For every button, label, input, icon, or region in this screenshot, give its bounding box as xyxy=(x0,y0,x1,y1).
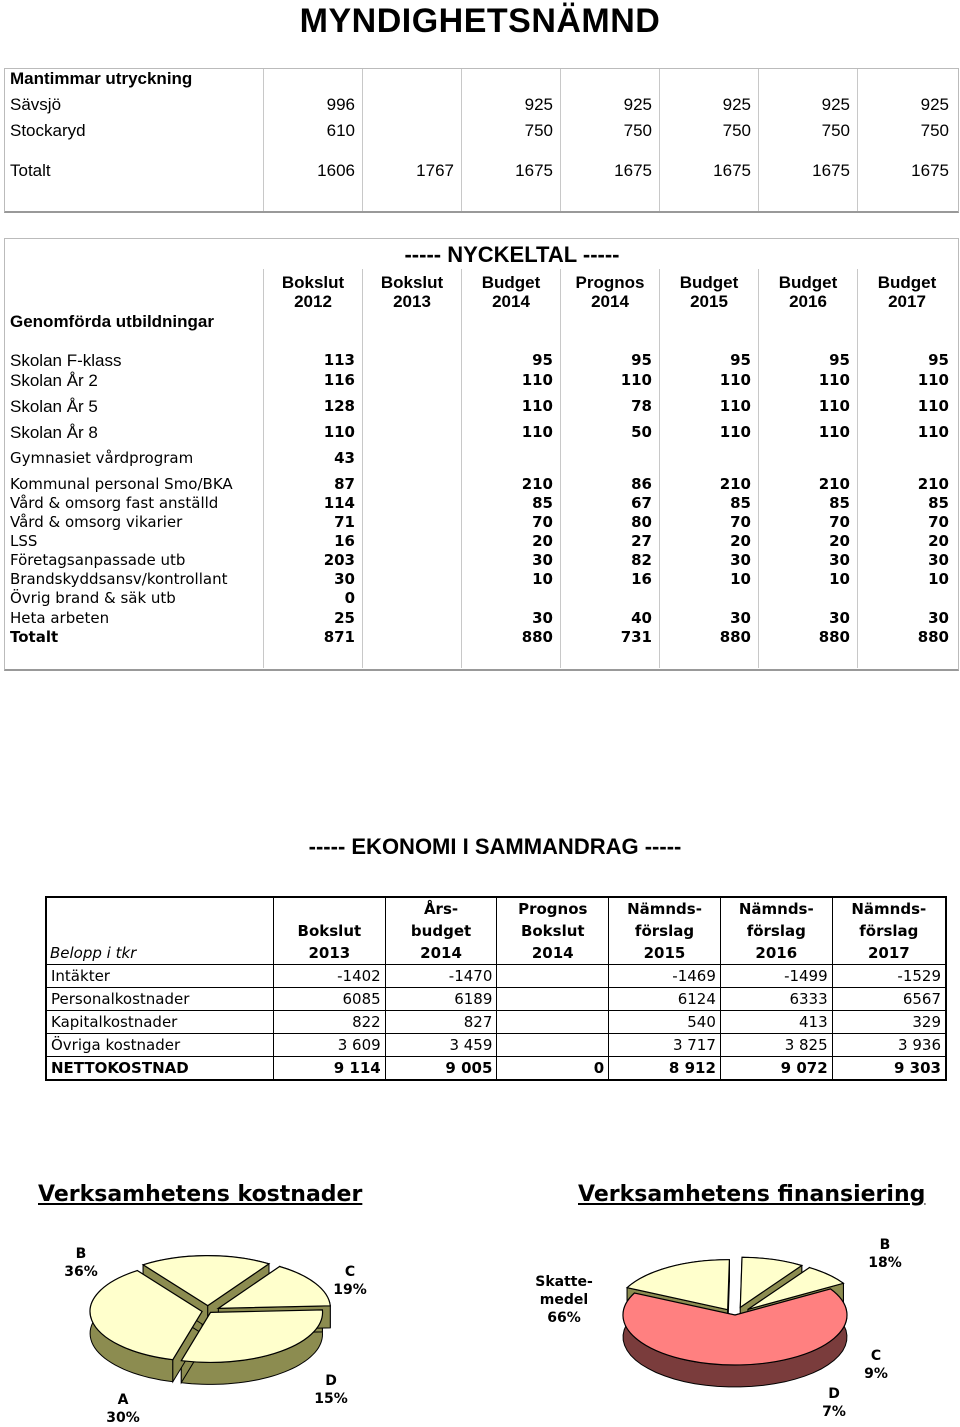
cost-chart-title: Verksamhetens kostnader xyxy=(38,1182,363,1207)
table-row: Personalkostnader 6085 6189 6124 6333 6567 xyxy=(46,988,946,1011)
pie-label-fin-c: C 9% xyxy=(864,1348,888,1382)
table-row: Vård & omsorg vikarier 71 70 80 70 70 70 xyxy=(10,513,949,531)
table-row: Företagsanpassade utb 203 30 82 30 30 30 xyxy=(10,551,949,569)
page-title: MYNDIGHETSNÄMND xyxy=(299,2,661,40)
pie-label-skattemedel: Skatte- medel 66% xyxy=(535,1274,593,1326)
pie-label-fin-d: D 7% xyxy=(822,1386,846,1420)
finance-chart-title: Verksamhetens finansiering xyxy=(578,1182,926,1207)
ekonomi-table xyxy=(45,896,947,1081)
table-row: Skolan År 5 128 110 78 110 110 110 xyxy=(10,397,949,416)
table-row: Kommunal personal Smo/BKA 87 210 86 210 210 210 xyxy=(10,475,949,493)
table-row-total: NETTOKOSTNAD 9 114 9 005 0 8 912 9 072 9 303 xyxy=(46,1057,946,1081)
pie-label-fin-b: B 18% xyxy=(868,1237,902,1271)
pie-label-c: C 19% xyxy=(333,1264,367,1298)
table-row: Skolan År 2 116 110 110 110 110 110 xyxy=(10,371,949,390)
nyckeltal-title: ----- NYCKELTAL ----- xyxy=(404,242,620,267)
table-row: Sävsjö 996 925 925 925 925 925 xyxy=(10,95,949,114)
section-label: Genomförda utbildningar xyxy=(10,312,214,331)
table-row: Totalt 871 880 731 880 880 880 xyxy=(10,628,949,646)
table-row: Brandskyddsansv/kontrollant 30 10 16 10 10 10 xyxy=(10,570,949,588)
ekonomi-title: ----- EKONOMI I SAMMANDRAG ----- xyxy=(308,834,682,859)
table-row: Vård & omsorg fast anställd 114 85 67 85 85 85 xyxy=(10,494,949,512)
unit-label: Belopp i tkr xyxy=(46,942,274,965)
table-row: Totalt 1606 1767 1675 1675 1675 1675 1675 xyxy=(10,161,949,180)
table-header: Års- Prognos Nämnds- Nämnds- Nämnds- xyxy=(46,897,946,920)
cost-pie xyxy=(90,1256,330,1385)
pie-label-d: D 15% xyxy=(314,1373,348,1407)
table-row: Övriga kostnader 3 609 3 459 3 717 3 825 3 936 xyxy=(46,1034,946,1057)
pie-label-a: A 30% xyxy=(106,1392,140,1426)
table-row: Stockaryd 610 750 750 750 750 750 xyxy=(10,121,949,140)
table-row: Kapitalkostnader 822 827 540 413 329 xyxy=(46,1011,946,1034)
table-header: Belopp i tkr 2013 2014 2014 2015 2016 2017 xyxy=(46,942,946,965)
table-row: Övrig brand & säk utb 0 xyxy=(10,589,355,607)
table-row: Intäkter -1402 -1470 -1469 -1499 -1529 xyxy=(46,965,946,988)
table-header: Bokslut budget Bokslut förslag förslag förslag xyxy=(46,920,946,942)
table-row: Skolan F-klass 113 95 95 95 95 95 xyxy=(10,351,949,370)
table-row: Heta arbeten 25 30 40 30 30 30 xyxy=(10,609,949,627)
table-row: Skolan År 8 110 110 50 110 110 110 xyxy=(10,423,949,442)
pie-label-b: B 36% xyxy=(64,1246,98,1280)
finance-pie xyxy=(623,1257,847,1387)
mantimmar-title: Mantimmar utryckning xyxy=(10,69,193,88)
table-row: Gymnasiet vårdprogram 43 xyxy=(10,449,355,467)
table-row: LSS 16 20 27 20 20 20 xyxy=(10,532,949,550)
